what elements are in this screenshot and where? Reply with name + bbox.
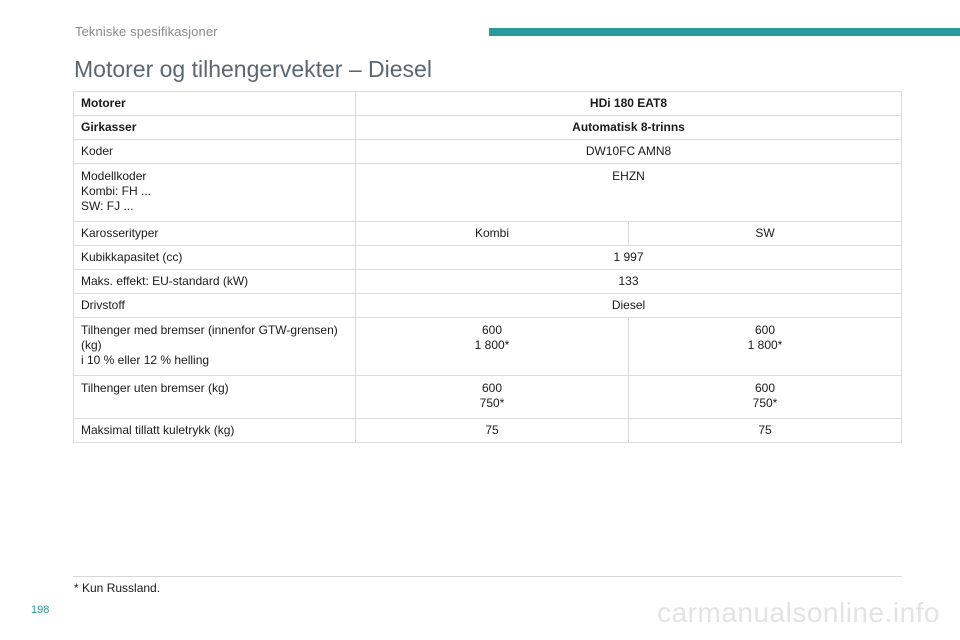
label-line: SW: FJ ... [81, 199, 134, 213]
row-label: Girkasser [74, 116, 356, 140]
header-accent-bar [489, 28, 960, 36]
watermark: carmanualsonline.info [657, 597, 940, 628]
row-label: Tilhenger uten bremser (kg) [74, 376, 356, 419]
label-line: Tilhenger med bremser (innenfor GTW-grensen) [81, 323, 338, 337]
row-value: DW10FC AMN8 [356, 140, 902, 164]
sw-value: 75 [629, 419, 902, 443]
page-title: Motorer og tilhengervekter – Diesel [74, 56, 432, 82]
value-line: 1 800* [747, 338, 783, 352]
table-row [74, 222, 902, 246]
sw-value [629, 376, 902, 419]
value-line: 600 [481, 381, 503, 395]
label-line: i 10 % eller 12 % helling [81, 353, 210, 367]
table-row [74, 246, 902, 270]
kombi-value [356, 318, 629, 376]
sw-value [629, 318, 902, 376]
row-label: Koder [74, 140, 356, 164]
sw-value: SW [629, 222, 902, 246]
spec-table [73, 91, 902, 443]
footnote: * Kun Russland. [74, 581, 161, 595]
table-row [74, 419, 902, 443]
value-line: 1 800* [474, 338, 510, 352]
row-label: Maks. effekt: EU-standard (kW) [74, 270, 356, 294]
row-value: Automatisk 8-trinns [356, 116, 902, 140]
table-row [74, 294, 902, 318]
footnote-divider [73, 576, 902, 577]
row-value: HDi 180 EAT8 [356, 92, 902, 116]
table-row [74, 92, 902, 116]
table-row [74, 116, 902, 140]
label-line: (kg) [81, 338, 102, 352]
table-row [74, 140, 902, 164]
value-line: 750* [752, 396, 778, 410]
row-value: EHZN [356, 164, 902, 222]
row-label [74, 318, 356, 376]
row-label: Kubikkapasitet (cc) [74, 246, 356, 270]
row-label: Drivstoff [74, 294, 356, 318]
kombi-value [356, 376, 629, 419]
table-row [74, 164, 902, 222]
row-label [74, 164, 356, 222]
table-row [74, 318, 902, 376]
value-line: 750* [479, 396, 505, 410]
label-line: Modellkoder [81, 169, 147, 183]
kombi-value: Kombi [356, 222, 629, 246]
row-label: Maksimal tillatt kuletrykk (kg) [74, 419, 356, 443]
table-row [74, 376, 902, 419]
value-line: 600 [481, 323, 503, 337]
row-value: Diesel [356, 294, 902, 318]
row-label: Karosserityper [74, 222, 356, 246]
value-line: 600 [754, 381, 776, 395]
kombi-value: 75 [356, 419, 629, 443]
page-number: 198 [31, 604, 50, 616]
row-value: 1 997 [356, 246, 902, 270]
label-line: Kombi: FH ... [81, 184, 152, 198]
section-label: Tekniske spesifikasjoner [75, 24, 218, 39]
row-value: 133 [356, 270, 902, 294]
table-row [74, 270, 902, 294]
value-line: 600 [754, 323, 776, 337]
row-label: Motorer [74, 92, 356, 116]
